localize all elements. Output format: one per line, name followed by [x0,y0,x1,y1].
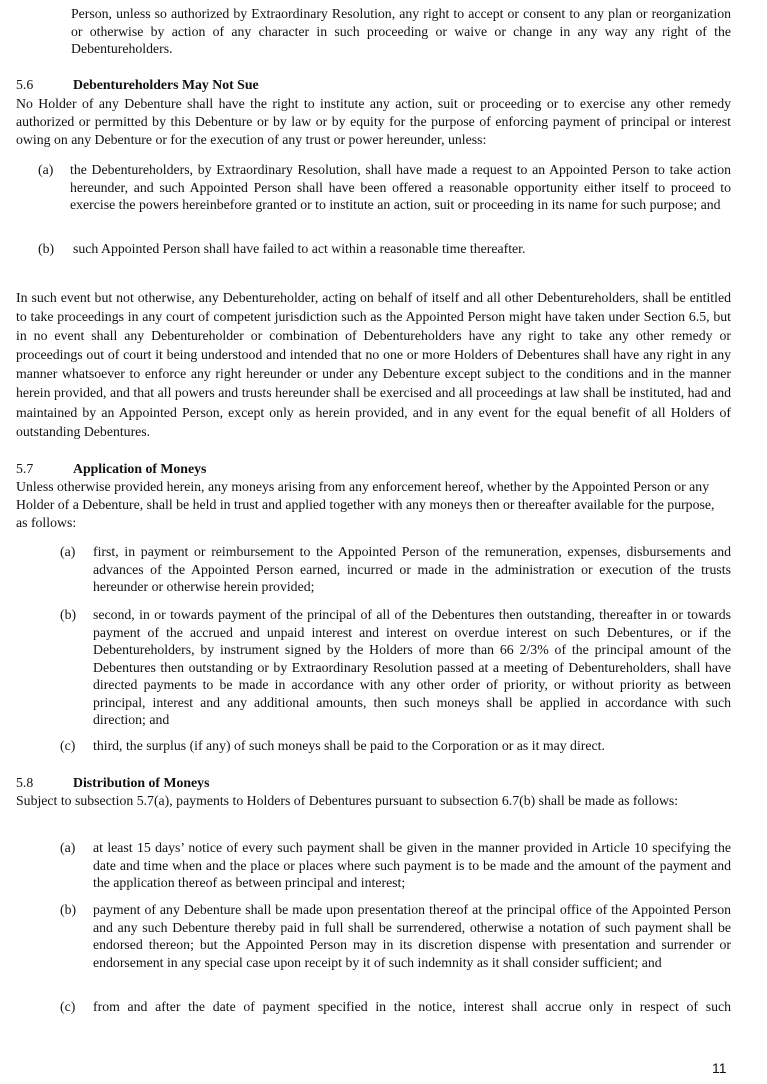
list-label: (a) [60,544,76,559]
list-item: third, the surplus (if any) of such moneys shall be paid to the Corporation or as it may direct. [93,738,605,753]
section-title: Distribution of Moneys [73,775,210,790]
list-item: from and after the date of payment specified in the notice, interest shall accrue only in respect of such [93,999,731,1014]
list-item: such Appointed Person shall have failed to act within a reasonable time thereafter. [73,241,526,256]
list-label: (b) [60,607,77,622]
intro-paragraph: Person, unless so authorized by Extraordinary Resolution, any right to accept or consent to any plan or reorganization or otherwise by action of any character in such proceeding or waive or change in any way any right of the Debentureholders. [71,6,731,56]
list-item: second, in or towards payment of the principal of all of the Debentures then outstanding, thereafter in or towards payment of the accrued and unpaid interest and interest on overdue interest on such Debentures, or if the Debentureholders, by instrument signed by the Holders of more than 66 2/3% of the principal amount of the Debentures then outstanding or by Extraordinary Resolution passed at a meeting of Debentureholders, shall have directed payments to be made in accordance with any other order of priority, or without priority as between principal, interest and any additional amounts, then such moneys shall be applied in accordance with such direction; and [93,607,731,727]
section-title: Debentureholders May Not Sue [73,77,259,92]
section-5-7-body: Unless otherwise provided herein, any moneys arising from any enforcement hereof, whether by the Appointed Person or any Holder of a Debenture, shall be held in trust and applied together with any moneys then or thereafter available for the purpose, as follows: [16,479,715,530]
section-title: Application of Moneys [73,461,207,476]
list-label: (a) [38,162,54,177]
section-number: 5.7 [16,461,34,476]
page-number: 11 [712,1060,727,1076]
section-5-8-body: Subject to subsection 5.7(a), payments to Holders of Debentures pursuant to subsection 6.7(b) shall be made as follows: [16,793,679,808]
section-5-6-closing: In such event but not otherwise, any Debentureholder, acting on behalf of itself and all other Debentureholders, shall be entitled to take proceedings in any court of competent jurisdiction such as the Appointed Person might have taken under Section 6.5, but in no event shall any Debentureholder or combination of Debentureholders have any right to take any other remedy or proceedings out of court it being understood and intended that no one or more Holders of Debentures shall have any right in any manner whatsoever to enforce any right hereunder or under any Debenture except subject to the conditions and in the manner herein provided, and that all powers and trusts hereunder shall be exercised and all proceedings at law shall be instituted, had and maintained by an Appointed Person, except only as herein provided, and in any event for the equal benefit of all Holders of outstanding Debentures. [16,290,731,439]
list-label: (b) [38,241,55,256]
list-label: (a) [60,840,76,855]
list-label: (b) [60,902,77,917]
list-label: (c) [60,999,76,1014]
section-number: 5.8 [16,775,34,790]
list-label: (c) [60,738,76,753]
list-item: payment of any Debenture shall be made upon presentation thereof at the principal office of the Appointed Person and any such Debenture thereby paid in full shall be surrendered, otherwise a notation of such payment shall be endorsed thereon; but the Appointed Person may in its discretion dispense with presentation and surrender or endorsement in any special case upon receipt by it of such indemnity as it shall consider sufficient; and [93,902,731,970]
list-item: at least 15 days’ notice of every such payment shall be given in the manner provided in Article 10 specifying the date and time when and the place or places where such payment is to be made and the amount of the payment and the application thereof as between principal and interest; [93,840,731,890]
list-item: first, in payment or reimbursement to the Appointed Person of the remuneration, expenses, disbursements and advances of the Appointed Person earned, incurred or made in the administration or execution of the trusts hereunder or otherwise herein provided; [93,544,731,594]
section-number: 5.6 [16,77,34,92]
list-item: the Debentureholders, by Extraordinary Resolution, shall have made a request to an Appointed Person to take action hereunder, and such Appointed Person shall have been offered a reasonable opportunity either itself to proceed to exercise the powers hereinbefore granted or to institute an action, suit or proceeding in its name for such purpose; and [70,162,731,212]
section-5-6-body: No Holder of any Debenture shall have the right to institute any action, suit or proceeding or to exercise any other remedy authorized or permitted by this Debenture or by law or by equity for the purpose of enforcing payment of principal or interest owing on any Debenture or for the execution of any trust or power hereunder, unless: [16,96,731,147]
